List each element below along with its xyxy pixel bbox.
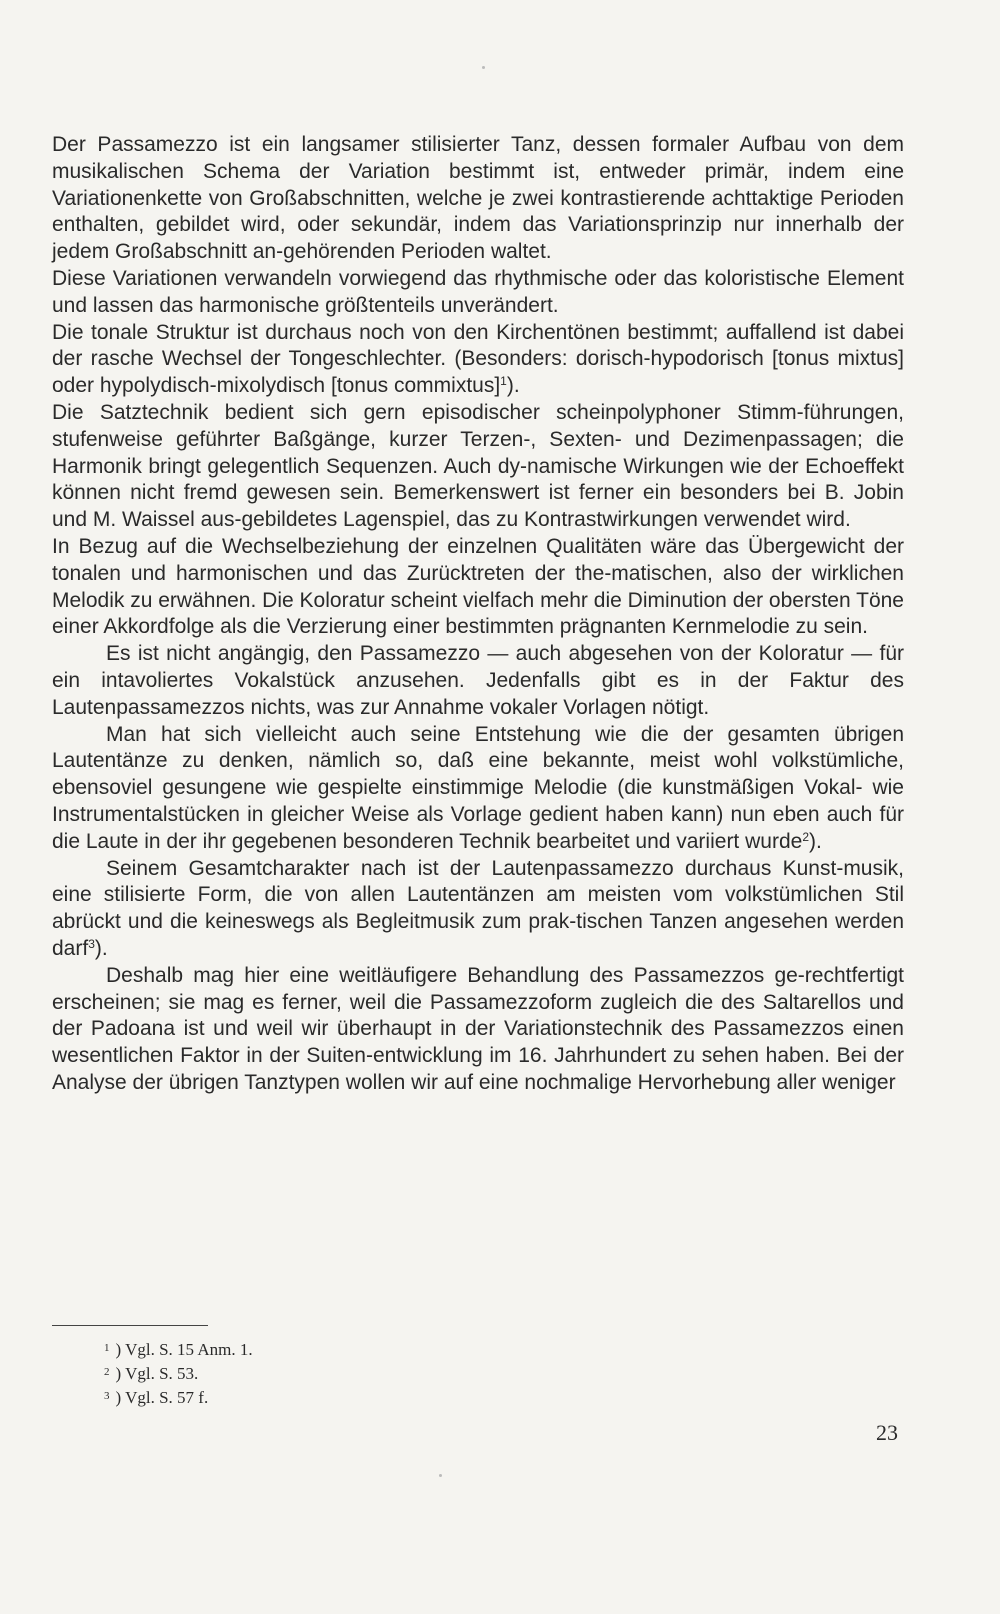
body-text — [52, 132, 904, 1097]
paragraph-8-after: ). — [94, 936, 108, 960]
paragraph-7-text: Man hat sich vielleicht auch seine Entstehung wie die der gesamten übrigen Lautentänze zu denken, nämlich so, daß eine bekannte, meist wohl volkstümliche, ebensoviel gesungene wie gespielte einstimmige Melodie (die kunstmäßigen Vokal- wie Instrumentalstücken in gleicher Weise als Vorlage gedient haben kann) nun eben auch für die Laute in der ihr gegebenen besonderen Technik bearbeitet und variiert wurde — [52, 722, 904, 853]
paragraph-6 — [52, 641, 904, 721]
paragraph-7 — [52, 722, 904, 856]
paragraph-2-text: Diese Variationen verwandeln vorwiegend das rhythmische oder das koloristische Element und lassen das harmonische größtenteils unverändert. — [52, 266, 904, 317]
footnote-3 — [104, 1385, 253, 1409]
page-number: 23 — [876, 1420, 898, 1445]
paragraph-7-after: ). — [809, 829, 822, 853]
paragraph-5 — [52, 534, 904, 641]
footnote-3-mark: 3 — [104, 1390, 110, 1402]
paragraph-6-text: Es ist nicht angängig, den Passamezzo — auch abgesehen von der Koloratur — für ein intavoliertes Vokalstück anzusehen. Jedenfalls gibt es in der Faktur des Lautenpassamezzos nichts, was zur Annahme vokaler Vorlagen nötigt. — [52, 642, 904, 719]
paragraph-3-after: ). — [506, 374, 520, 398]
footnote-ref-1: 1 — [500, 374, 507, 389]
footnote-ref-2: 2 — [802, 829, 809, 844]
paragraph-4-text: Die Satztechnik bedient sich gern episodischer scheinpolyphoner Stimm-führungen, stufenweise geführter Baßgänge, kurzer Terzen-, Sexten- und Dezimenpassagen; die Harmonik bringt gelegentlich Sequenzen. Auch dy-namische Wirkungen wie der Echoeffekt können nicht fremd gewesen sein. Bemerkenswert ist ferner ein besonders bei B. Jobin und M. Waissel aus-gebildetes Lagenspiel, das zu Kontrastwirkungen verwendet wird. — [52, 400, 904, 532]
paragraph-3-text: Die tonale Struktur ist durchaus noch von den Kirchentönen bestimmt; auffallend ist dabei der rasche Wechsel der Tongeschlechter. (Besonders: dorisch-hypodorisch [tonus mixtus] oder hypolydisch-mixolydisch [tonus commixtus] — [52, 320, 904, 398]
footnote-3-text: ) Vgl. S. 57 f. — [115, 1388, 209, 1407]
footnote-2 — [104, 1361, 253, 1385]
paragraph-9-text: Deshalb mag hier eine weitläufigere Behandlung des Passamezzos ge-rechtfertigt erscheinen; sie mag es ferner, weil die Passamezzoform zugleich die des Saltarellos und der Padoana ist und weil wir überhaupt in der Variationstechnik des Passamezzos einen wesentlichen Faktor in der Suiten-entwicklung im 16. Jahrhundert zu sehen haben. Bei der Analyse der übrigen Tanztypen wollen wir auf eine nochmalige Hervorhebung aller weniger — [52, 963, 904, 1094]
footnote-ref-3: 3 — [88, 936, 95, 951]
paragraph-3 — [52, 320, 904, 400]
footnote-2-text: ) Vgl. S. 53. — [115, 1364, 199, 1383]
footnote-1-text: ) Vgl. S. 15 Anm. 1. — [115, 1340, 253, 1359]
paragraph-9 — [52, 963, 904, 1097]
paragraph-5-text: In Bezug auf die Wechselbeziehung der einzelnen Qualitäten wäre das Übergewicht der tonalen und harmonischen und das Zurücktreten der the-matischen, also der wirklichen Melodik zu erwähnen. Die Koloratur scheint vielfach mehr die Diminution der obersten Töne einer Akkordfolge als die Verzierung einer bestimmten prägnanten Kernmelodie zu sein. — [52, 534, 904, 639]
paragraph-8-text: Seinem Gesamtcharakter nach ist der Lautenpassamezzo durchaus Kunst-musik, eine stilisierte Form, die von allen Lautentänzen am meisten vom volkstümlichen Stil abrückt und die keineswegs als Begleitmusik zum prak-tischen Tanzen angesehen werden darf — [52, 856, 904, 960]
paragraph-2 — [52, 266, 904, 320]
paragraph-1-text: Der Passamezzo ist ein langsamer stilisierter Tanz, dessen formaler Aufbau von dem musikalischen Schema der Variation bestimmt ist, entweder primär, indem eine Variationenkette von Großabschnitten, welche je zwei kontrastierende achttaktige Perioden enthalten, gebildet wird, oder sekundär, indem das Variationsprinzip nur innerhalb der jedem Großabschnitt an-gehörenden Perioden waltet. — [52, 133, 904, 264]
paragraph-1 — [52, 132, 904, 266]
footnote-1 — [104, 1337, 253, 1361]
speck-mark — [482, 66, 485, 69]
paragraph-8 — [52, 856, 904, 963]
footnote-1-mark: 1 — [104, 1342, 110, 1354]
footnote-divider — [52, 1325, 208, 1326]
footnote-2-mark: 2 — [104, 1366, 110, 1378]
paragraph-4 — [52, 400, 904, 534]
speck-mark — [439, 1474, 442, 1477]
footnotes — [104, 1337, 253, 1409]
